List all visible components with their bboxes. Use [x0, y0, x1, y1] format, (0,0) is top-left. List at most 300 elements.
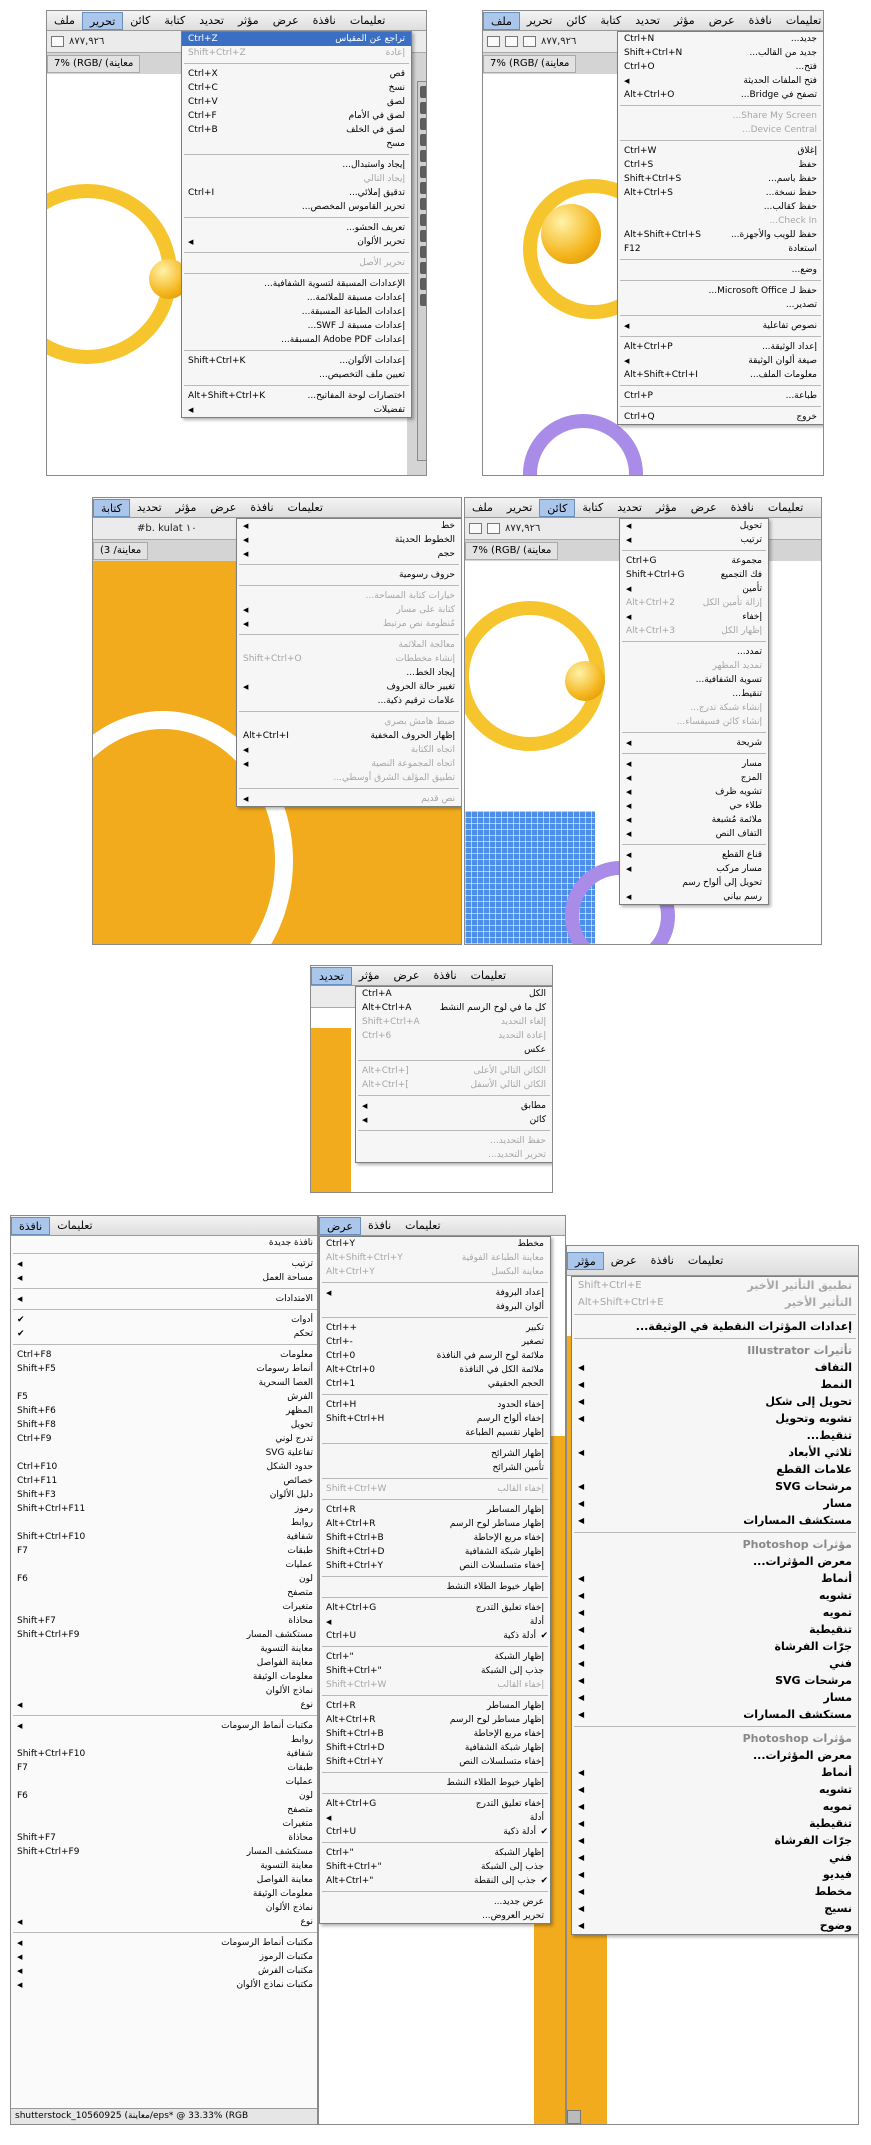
menu-item[interactable]: [572, 1866, 858, 1883]
menu-item[interactable]: [572, 1815, 858, 1832]
menu-item[interactable]: [237, 603, 461, 617]
menu-item[interactable]: [320, 1447, 550, 1461]
menubar-item[interactable]: كتابة: [582, 500, 604, 514]
menu-item[interactable]: [11, 1845, 318, 1859]
menu-item[interactable]: [11, 1236, 318, 1250]
menu-item[interactable]: [320, 1321, 550, 1335]
menu-item[interactable]: [11, 1915, 318, 1929]
menu-item[interactable]: [356, 1148, 552, 1162]
menu-item[interactable]: [618, 46, 823, 60]
menu-item[interactable]: [320, 1265, 550, 1279]
menu-item[interactable]: [11, 1873, 318, 1887]
menu-item[interactable]: [572, 1655, 858, 1672]
menu-item[interactable]: [620, 827, 768, 841]
menu-item[interactable]: [320, 1237, 550, 1251]
menubar-item[interactable]: كائن: [566, 13, 587, 27]
menu-item[interactable]: [237, 680, 461, 694]
menu-item[interactable]: [11, 1390, 318, 1404]
menu-item[interactable]: [237, 589, 461, 603]
menu-item[interactable]: [11, 1642, 318, 1656]
menu-item[interactable]: [620, 596, 768, 610]
menu-item[interactable]: [356, 1043, 552, 1057]
menubar-item[interactable]: كائن: [539, 499, 575, 517]
menu-item[interactable]: [320, 1713, 550, 1727]
menu-item[interactable]: [618, 144, 823, 158]
menu-item[interactable]: [182, 221, 411, 235]
menu-item[interactable]: [572, 1587, 858, 1604]
menu-item[interactable]: [572, 1277, 858, 1294]
menu-item[interactable]: [182, 200, 411, 214]
menu-item[interactable]: [11, 1544, 318, 1558]
menu-item[interactable]: [182, 256, 411, 270]
menubar-item[interactable]: عرض: [210, 500, 237, 514]
menu-item[interactable]: [182, 81, 411, 95]
menu-item[interactable]: [620, 876, 768, 890]
menu-item[interactable]: [237, 652, 461, 666]
menubar-item[interactable]: تعليمات: [470, 968, 507, 982]
menu-item[interactable]: [320, 1426, 550, 1440]
menu-item[interactable]: [320, 1251, 550, 1265]
menu-item[interactable]: [620, 582, 768, 596]
menubar-item[interactable]: نافذة: [730, 500, 754, 514]
menu-item[interactable]: [320, 1650, 550, 1664]
menubar-item[interactable]: تعليمات: [785, 13, 822, 27]
menu-item[interactable]: [320, 1349, 550, 1363]
menu-item[interactable]: [237, 757, 461, 771]
menu-item[interactable]: [620, 519, 768, 533]
menu-item[interactable]: [320, 1615, 550, 1629]
menu-item[interactable]: [320, 1811, 550, 1825]
menu-item[interactable]: [620, 736, 768, 750]
menu-item[interactable]: [572, 1638, 858, 1655]
menubar-item[interactable]: نافذة: [748, 13, 772, 27]
menu-item[interactable]: [572, 1359, 858, 1376]
document-tab[interactable]: 7% (RGB/ (معاينة: [465, 542, 558, 560]
menu-item[interactable]: [11, 1376, 318, 1390]
menu-item[interactable]: [618, 74, 823, 88]
menu-item[interactable]: [572, 1444, 858, 1461]
menu-item[interactable]: [572, 1294, 858, 1311]
menu-item[interactable]: [620, 785, 768, 799]
menubar-item[interactable]: كائن: [130, 13, 151, 27]
tool-icon[interactable]: [420, 166, 427, 178]
menu-item[interactable]: [572, 1604, 858, 1621]
menu-item[interactable]: [618, 88, 823, 102]
menu-item[interactable]: [320, 1699, 550, 1713]
menu-item[interactable]: [572, 1917, 858, 1934]
menu-item[interactable]: [320, 1874, 550, 1888]
transform-icon[interactable]: [487, 523, 500, 534]
tool-icon[interactable]: [420, 278, 427, 290]
menu-item[interactable]: [618, 123, 823, 137]
menubar-item[interactable]: تعليمات: [687, 1253, 724, 1267]
tool-icon[interactable]: [420, 246, 427, 258]
tool-icon[interactable]: [420, 118, 427, 130]
menubar-item[interactable]: تحرير: [506, 500, 533, 514]
document-tab[interactable]: (معاينة/ 3: [93, 542, 148, 560]
menu-item[interactable]: [11, 1831, 318, 1845]
menu-item[interactable]: [320, 1825, 550, 1839]
menubar-item[interactable]: نافذة: [650, 1253, 674, 1267]
menu-item[interactable]: [618, 228, 823, 242]
tool-icon[interactable]: [420, 182, 427, 194]
menu-item[interactable]: [320, 1517, 550, 1531]
menu-item[interactable]: [11, 1488, 318, 1502]
menubar-item[interactable]: عرض: [393, 968, 420, 982]
menu-item[interactable]: [237, 771, 461, 785]
menu-item[interactable]: [11, 1292, 318, 1306]
menubar-item[interactable]: ملف: [483, 12, 520, 30]
menu-item[interactable]: [182, 137, 411, 151]
menu-item[interactable]: [237, 617, 461, 631]
transform-icon[interactable]: [51, 36, 64, 47]
transform-icon[interactable]: [487, 36, 500, 47]
menu-item[interactable]: [237, 666, 461, 680]
menubar-item[interactable]: تعليمات: [57, 1218, 93, 1232]
menu-item[interactable]: [572, 1512, 858, 1529]
menu-item[interactable]: [572, 1689, 858, 1706]
menu-item[interactable]: [11, 1558, 318, 1572]
menu-item[interactable]: [572, 1798, 858, 1815]
document-tab[interactable]: 7% (RGB/ (معاينة: [47, 55, 140, 73]
menu-item[interactable]: [320, 1531, 550, 1545]
menu-item[interactable]: [237, 638, 461, 652]
menubar-item[interactable]: مؤثر: [175, 500, 197, 514]
menu-item[interactable]: [11, 1446, 318, 1460]
menu-item[interactable]: [620, 799, 768, 813]
menu-item[interactable]: [11, 1600, 318, 1614]
menu-item[interactable]: [11, 1313, 318, 1327]
menu-item[interactable]: [572, 1318, 858, 1335]
menu-item[interactable]: [11, 1586, 318, 1600]
menu-item[interactable]: [320, 1580, 550, 1594]
menu-item[interactable]: [618, 109, 823, 123]
menu-item[interactable]: [11, 1271, 318, 1285]
menu-item[interactable]: [572, 1427, 858, 1444]
menu-item[interactable]: [11, 1733, 318, 1747]
menu-item[interactable]: [320, 1909, 550, 1923]
menu-item[interactable]: [618, 340, 823, 354]
menu-item[interactable]: [618, 389, 823, 403]
menu-item[interactable]: [320, 1727, 550, 1741]
menu-item[interactable]: [11, 1362, 318, 1376]
menu-item[interactable]: [11, 1803, 318, 1817]
menubar-item[interactable]: عرض: [610, 1253, 637, 1267]
menu-item[interactable]: [320, 1846, 550, 1860]
menu-item[interactable]: [11, 1432, 318, 1446]
tool-icon[interactable]: [420, 262, 427, 274]
menu-item[interactable]: [320, 1503, 550, 1517]
menu-item[interactable]: [618, 319, 823, 333]
menu-item[interactable]: [320, 1741, 550, 1755]
menu-item[interactable]: [182, 32, 411, 46]
menu-item[interactable]: [320, 1559, 550, 1573]
menu-item[interactable]: [572, 1672, 858, 1689]
font-field[interactable]: #b. kulat ١٠: [137, 523, 197, 534]
menu-item[interactable]: [320, 1482, 550, 1496]
menu-item[interactable]: [572, 1478, 858, 1495]
menu-item[interactable]: [11, 1348, 318, 1362]
tool-icon[interactable]: [420, 214, 427, 226]
menu-item[interactable]: [11, 1887, 318, 1901]
tool-icon[interactable]: [420, 134, 427, 146]
menubar-item[interactable]: كتابة: [93, 499, 130, 517]
menu-item[interactable]: [11, 1257, 318, 1271]
menu-item[interactable]: [11, 1719, 318, 1733]
x-coordinate-field[interactable]: ٨٧٧,٩٢٦: [505, 523, 541, 534]
menu-item[interactable]: [620, 687, 768, 701]
menu-item[interactable]: [356, 1099, 552, 1113]
menu-item[interactable]: [182, 235, 411, 249]
menu-item[interactable]: [320, 1363, 550, 1377]
menu-item[interactable]: [572, 1849, 858, 1866]
menu-item[interactable]: [572, 1621, 858, 1638]
menu-item[interactable]: [572, 1495, 858, 1512]
menu-item[interactable]: [11, 1530, 318, 1544]
menubar-item[interactable]: تحديد: [136, 500, 162, 514]
menubar-item[interactable]: نافذة: [312, 13, 336, 27]
menu-item[interactable]: [320, 1377, 550, 1391]
menubar-item[interactable]: نافذة: [11, 1217, 50, 1235]
menu-item[interactable]: [320, 1776, 550, 1790]
menu-item[interactable]: [11, 1474, 318, 1488]
menu-item[interactable]: [182, 319, 411, 333]
menubar-item[interactable]: ملف: [472, 500, 493, 514]
menu-item[interactable]: [182, 354, 411, 368]
tool-icon[interactable]: [420, 230, 427, 242]
menu-item[interactable]: [11, 1502, 318, 1516]
menu-item[interactable]: [11, 1670, 318, 1684]
menubar-item[interactable]: كتابة: [164, 13, 186, 27]
menu-item[interactable]: [11, 1936, 318, 1950]
transform-icon[interactable]: [469, 523, 482, 534]
menubar-item[interactable]: عرض: [708, 13, 735, 27]
menu-item[interactable]: [572, 1900, 858, 1917]
menu-item[interactable]: [620, 701, 768, 715]
menu-item[interactable]: [11, 1684, 318, 1698]
menu-item[interactable]: [182, 305, 411, 319]
menu-item[interactable]: [356, 1134, 552, 1148]
menu-item[interactable]: [356, 1015, 552, 1029]
menu-item[interactable]: [572, 1570, 858, 1587]
menu-item[interactable]: [11, 1698, 318, 1712]
menu-item[interactable]: [11, 1628, 318, 1642]
menu-item[interactable]: [572, 1553, 858, 1570]
document-tab[interactable]: 7% (RGB/ (معاينة: [483, 55, 576, 73]
menu-item[interactable]: [620, 862, 768, 876]
transform-icon[interactable]: [505, 36, 518, 47]
menu-item[interactable]: [11, 1817, 318, 1831]
menu-item[interactable]: [618, 60, 823, 74]
menu-item[interactable]: [618, 354, 823, 368]
menu-item[interactable]: [182, 333, 411, 347]
menu-item[interactable]: [182, 389, 411, 403]
menu-item[interactable]: [320, 1545, 550, 1559]
menu-item[interactable]: [572, 1832, 858, 1849]
menu-item[interactable]: [11, 1761, 318, 1775]
menu-item[interactable]: [320, 1755, 550, 1769]
menu-item[interactable]: [620, 645, 768, 659]
menubar-item[interactable]: مؤثر: [237, 13, 259, 27]
menubar-item[interactable]: نافذة: [367, 1218, 392, 1232]
menu-item[interactable]: [320, 1412, 550, 1426]
menubar-item[interactable]: تعليمات: [405, 1218, 441, 1232]
menu-item[interactable]: [182, 368, 411, 382]
menubar-item[interactable]: ملف: [54, 13, 75, 27]
menu-item[interactable]: [618, 242, 823, 256]
menu-item[interactable]: [620, 890, 768, 904]
menu-item[interactable]: [356, 1001, 552, 1015]
menu-item[interactable]: [11, 1418, 318, 1432]
menu-item[interactable]: [320, 1678, 550, 1692]
transform-icon[interactable]: [523, 36, 536, 47]
menu-item[interactable]: [572, 1747, 858, 1764]
menu-item[interactable]: [11, 1460, 318, 1474]
menu-item[interactable]: [320, 1629, 550, 1643]
menu-item[interactable]: [572, 1883, 858, 1900]
resize-grip-icon[interactable]: [567, 2110, 581, 2124]
menu-item[interactable]: [572, 1706, 858, 1723]
menu-item[interactable]: [11, 1775, 318, 1789]
menu-item[interactable]: [11, 1789, 318, 1803]
menu-item[interactable]: [320, 1398, 550, 1412]
menu-item[interactable]: [182, 172, 411, 186]
menu-item[interactable]: [320, 1335, 550, 1349]
menubar-item[interactable]: تحديد: [199, 13, 224, 27]
menu-item[interactable]: [237, 547, 461, 561]
menu-item[interactable]: [356, 1064, 552, 1078]
menu-item[interactable]: [182, 46, 411, 60]
tool-icon[interactable]: [420, 102, 427, 114]
menu-item[interactable]: [237, 694, 461, 708]
menubar-item[interactable]: تحديد: [635, 13, 660, 27]
tool-icon[interactable]: [420, 86, 427, 98]
tool-icon[interactable]: [420, 294, 427, 306]
menubar-item[interactable]: مؤثر: [567, 1252, 604, 1270]
menu-item[interactable]: [618, 368, 823, 382]
menubar-item[interactable]: عرض: [690, 500, 717, 514]
menu-item[interactable]: [356, 1029, 552, 1043]
menu-item[interactable]: [618, 284, 823, 298]
x-coordinate-field[interactable]: ٨٧٧,٩٢٦: [69, 36, 105, 47]
menubar-item[interactable]: مؤثر: [358, 968, 380, 982]
menu-item[interactable]: [618, 263, 823, 277]
menu-item[interactable]: [11, 1516, 318, 1530]
menu-item[interactable]: [11, 1404, 318, 1418]
menu-item[interactable]: [182, 158, 411, 172]
menu-item[interactable]: [237, 729, 461, 743]
menu-item[interactable]: [618, 410, 823, 424]
menu-item[interactable]: [620, 554, 768, 568]
menu-item[interactable]: [11, 1964, 318, 1978]
menu-item[interactable]: [182, 123, 411, 137]
menu-item[interactable]: [620, 848, 768, 862]
menu-item[interactable]: [618, 172, 823, 186]
menu-item[interactable]: [320, 1797, 550, 1811]
menu-item[interactable]: [237, 792, 461, 806]
menu-item[interactable]: [237, 568, 461, 582]
menu-item[interactable]: [620, 757, 768, 771]
menubar-item[interactable]: عرض: [319, 1217, 361, 1235]
menu-item[interactable]: [11, 1950, 318, 1964]
menu-item[interactable]: [11, 1747, 318, 1761]
menu-item[interactable]: [356, 1113, 552, 1127]
menu-item[interactable]: [11, 1859, 318, 1873]
menubar-item[interactable]: نافذة: [250, 500, 274, 514]
menu-item[interactable]: [182, 291, 411, 305]
menubar-item[interactable]: تحديد: [311, 967, 352, 985]
menu-item[interactable]: [11, 1978, 318, 1992]
menu-item[interactable]: [320, 1300, 550, 1314]
menu-item[interactable]: [182, 109, 411, 123]
menu-item[interactable]: [182, 403, 411, 417]
menu-item[interactable]: [620, 771, 768, 785]
menu-item[interactable]: [572, 1376, 858, 1393]
menubar-item[interactable]: تعليمات: [767, 500, 804, 514]
menu-item[interactable]: [572, 1461, 858, 1478]
menu-item[interactable]: [618, 298, 823, 312]
menu-item[interactable]: [620, 533, 768, 547]
menubar-item[interactable]: تعليمات: [349, 13, 386, 27]
menu-item[interactable]: [320, 1286, 550, 1300]
menu-item[interactable]: [320, 1461, 550, 1475]
menu-item[interactable]: [356, 987, 552, 1001]
menu-item[interactable]: [320, 1601, 550, 1615]
menubar-item[interactable]: تحديد: [617, 500, 642, 514]
x-coordinate-field[interactable]: ٨٧٧,٩٢٦: [541, 36, 577, 47]
menu-item[interactable]: [237, 533, 461, 547]
menu-item[interactable]: [11, 1656, 318, 1670]
menubar-item[interactable]: تعليمات: [287, 500, 323, 514]
menubar-item[interactable]: نافذة: [433, 968, 457, 982]
menu-item[interactable]: [320, 1664, 550, 1678]
menu-item[interactable]: [320, 1895, 550, 1909]
menubar-item[interactable]: مؤثر: [655, 500, 677, 514]
menu-item[interactable]: [182, 186, 411, 200]
menu-item[interactable]: [620, 568, 768, 582]
menu-item[interactable]: [618, 158, 823, 172]
menu-item[interactable]: [182, 95, 411, 109]
menu-item[interactable]: [620, 624, 768, 638]
menu-item[interactable]: [620, 813, 768, 827]
menu-item[interactable]: [620, 673, 768, 687]
menu-item[interactable]: [620, 610, 768, 624]
menu-item[interactable]: [618, 32, 823, 46]
menubar-item[interactable]: عرض: [272, 13, 299, 27]
menubar-item[interactable]: مؤثر: [673, 13, 695, 27]
tool-icon[interactable]: [420, 198, 427, 210]
menubar-item[interactable]: تحرير: [526, 13, 553, 27]
menu-item[interactable]: [11, 1901, 318, 1915]
menu-item[interactable]: [572, 1781, 858, 1798]
menu-item[interactable]: [237, 743, 461, 757]
menu-item[interactable]: [618, 214, 823, 228]
menu-item[interactable]: [182, 277, 411, 291]
menu-item[interactable]: [572, 1393, 858, 1410]
menu-item[interactable]: [182, 67, 411, 81]
menu-item[interactable]: [237, 715, 461, 729]
menu-item[interactable]: [11, 1327, 318, 1341]
menubar-item[interactable]: تحرير: [82, 12, 123, 30]
menu-item[interactable]: [620, 659, 768, 673]
menu-item[interactable]: [618, 200, 823, 214]
menu-item[interactable]: [11, 1572, 318, 1586]
menubar-item[interactable]: كتابة: [600, 13, 622, 27]
menu-item[interactable]: [356, 1078, 552, 1092]
menu-item[interactable]: [320, 1860, 550, 1874]
menu-item[interactable]: [620, 715, 768, 729]
menu-item[interactable]: [572, 1410, 858, 1427]
